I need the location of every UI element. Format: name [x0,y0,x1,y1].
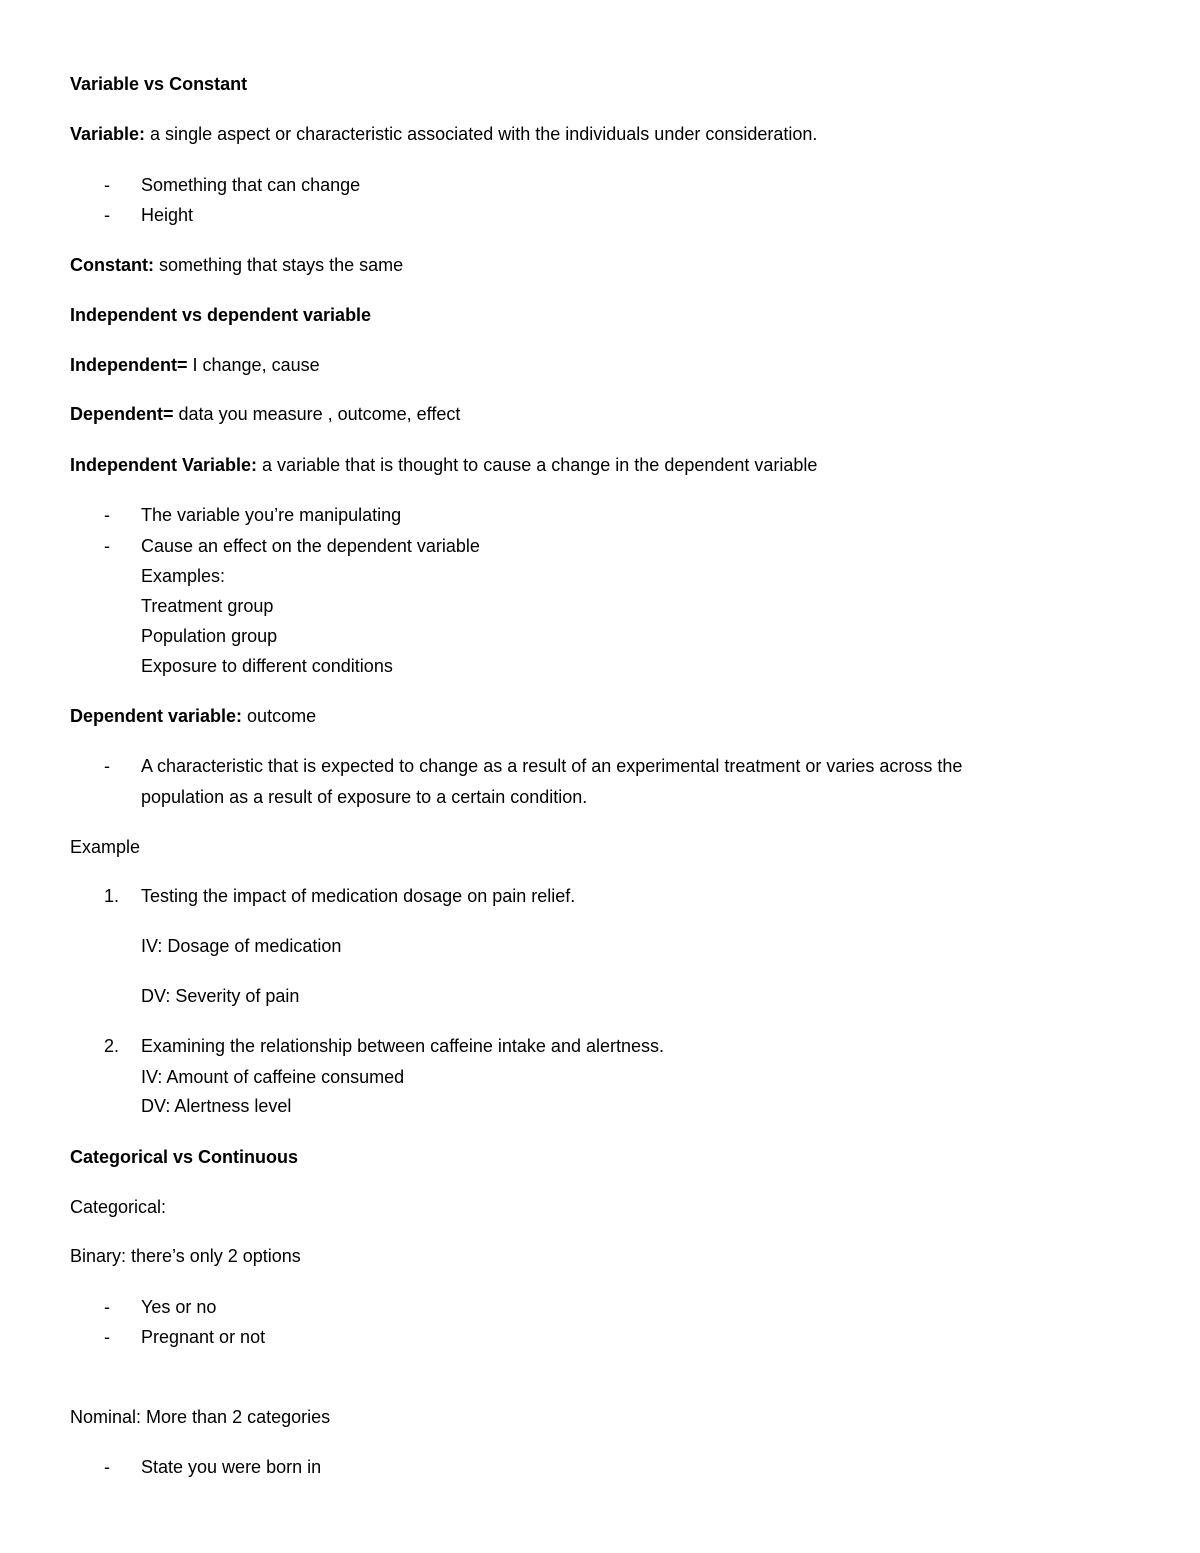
binary-definition: Binary: there’s only 2 options [70,1246,301,1266]
bullet-dash: - [104,505,110,525]
bullet-dash: - [104,1297,110,1317]
nominal-definition: Nominal: More than 2 categories [70,1407,331,1427]
independent-def-text: I change, cause [187,355,320,375]
categorical-label: Categorical: [70,1197,167,1217]
list-item-line-2: population as a result of exposure to a certain condition. [141,787,588,807]
list-item: Yes or no [141,1297,217,1317]
variable-term: Variable: [70,124,146,144]
list-item: Height [141,205,194,225]
example-label: Example [70,837,141,857]
list-item: Something that can change [141,175,361,195]
independent-variable-definition [70,454,817,476]
bullet-dash: - [104,205,110,225]
example-item: Population group [141,626,278,646]
examples-label: Examples: [141,566,226,586]
heading-variable-vs-constant: Variable vs Constant [70,74,248,94]
example-1-text: Testing the impact of medication dosage on pain relief. [141,886,576,906]
example-2-text: Examining the relationship between caffeine intake and alertness. [141,1036,665,1056]
iv-term: Independent Variable: [70,455,258,475]
dependent-term: Dependent= [70,404,174,424]
bullet-dash: - [104,1457,110,1477]
example-2-iv: IV: Amount of caffeine consumed [141,1067,405,1087]
list-item: Cause an effect on the dependent variable [141,536,480,556]
dependent-def-text: data you measure , outcome, effect [173,404,461,424]
dv-term: Dependent variable: [70,706,243,726]
constant-term: Constant: [70,255,154,275]
dependent-shorthand [70,403,460,425]
heading-independent-vs-dependent: Independent vs dependent variable [70,305,372,325]
bullet-dash: - [104,175,110,195]
example-item: Exposure to different conditions [141,656,393,676]
list-number: 1. [104,886,120,906]
list-item-line-1: A characteristic that is expected to change as a result of an experimental treatment or varies across the [141,756,963,776]
iv-def-text: a variable that is thought to cause a change in the dependent variable [257,455,818,475]
dv-def-text: outcome [242,706,317,726]
example-1-iv: IV: Dosage of medication [141,936,342,956]
list-item: Pregnant or not [141,1327,266,1347]
constant-definition [70,254,403,276]
example-2-dv: DV: Alertness level [141,1096,292,1116]
dependent-variable-definition [70,705,316,727]
heading-categorical-vs-continuous: Categorical vs Continuous [70,1147,299,1167]
list-item: State you were born in [141,1457,322,1477]
list-item: The variable you’re manipulating [141,505,402,525]
constant-def-text: something that stays the same [154,255,404,275]
variable-definition [70,123,817,145]
independent-term: Independent= [70,355,188,375]
independent-shorthand [70,354,320,376]
variable-def-text: a single aspect or characteristic associated with the individuals under consideration. [145,124,818,144]
list-number: 2. [104,1036,120,1056]
bullet-dash: - [104,756,110,776]
bullet-dash: - [104,1327,110,1347]
bullet-dash: - [104,536,110,556]
example-1-dv: DV: Severity of pain [141,986,300,1006]
example-item: Treatment group [141,596,274,616]
